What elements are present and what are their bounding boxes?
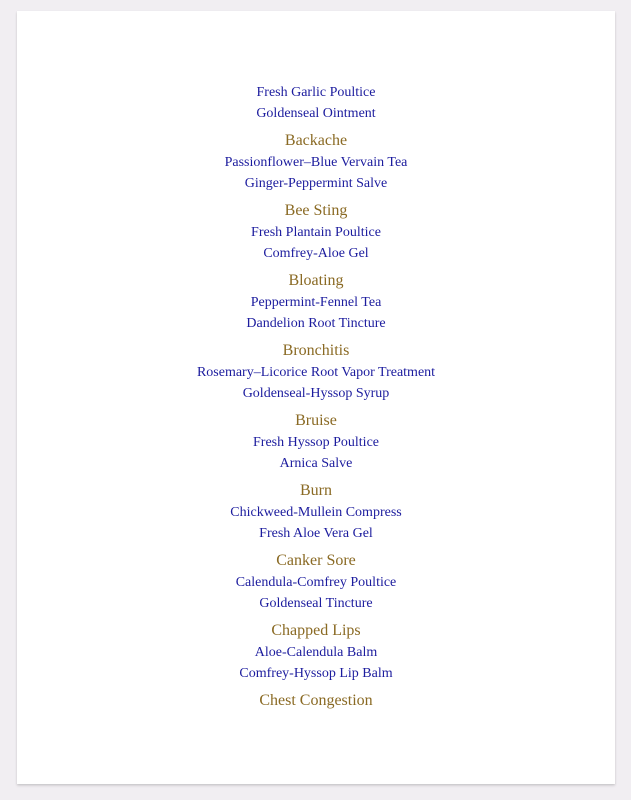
remedy-link[interactable]: Ginger-Peppermint Salve (244, 176, 388, 191)
remedy-link[interactable]: Fresh Plantain Poultice (251, 225, 381, 240)
leading-remedies (17, 82, 615, 124)
remedy-link[interactable]: Aloe-Calendula Balm (254, 645, 378, 660)
remedy-link[interactable]: Peppermint-Fennel Tea (250, 295, 382, 310)
remedy-link[interactable]: Fresh Garlic Poultice (256, 85, 376, 100)
section-bronchitis (17, 340, 615, 404)
remedy-link[interactable]: Goldenseal Ointment (256, 106, 376, 121)
remedy-link[interactable]: Rosemary–Licorice Root Vapor Treatment (196, 365, 436, 380)
ailment-heading: Canker Sore (276, 552, 356, 569)
ailment-heading: Chest Congestion (259, 692, 373, 709)
ailment-heading: Burn (300, 482, 332, 499)
ailment-heading: Bloating (288, 272, 344, 289)
section-backache (17, 130, 615, 194)
remedy-link[interactable]: Goldenseal Tincture (259, 596, 373, 611)
section-bloating (17, 270, 615, 334)
remedy-link[interactable]: Comfrey-Aloe Gel (263, 246, 369, 261)
ailment-heading: Backache (284, 132, 348, 149)
ailment-heading: Chapped Lips (271, 622, 361, 639)
remedy-link[interactable]: Goldenseal-Hyssop Syrup (242, 386, 390, 401)
remedy-link[interactable]: Calendula-Comfrey Poultice (235, 575, 397, 590)
remedy-link[interactable]: Comfrey-Hyssop Lip Balm (239, 666, 393, 681)
ailment-heading: Bruise (295, 412, 337, 429)
section-bee-sting (17, 200, 615, 264)
remedy-link[interactable]: Chickweed-Mullein Compress (230, 505, 402, 520)
section-burn (17, 480, 615, 544)
remedy-link[interactable]: Arnica Salve (279, 456, 353, 471)
remedy-link[interactable]: Passionflower–Blue Vervain Tea (224, 155, 408, 170)
remedy-link[interactable]: Fresh Hyssop Poultice (253, 435, 379, 450)
remedy-index (17, 82, 615, 712)
section-chest-congestion (17, 690, 615, 711)
remedy-link[interactable]: Fresh Aloe Vera Gel (259, 526, 373, 541)
section-canker-sore (17, 550, 615, 614)
section-bruise (17, 410, 615, 474)
section-chapped-lips (17, 620, 615, 684)
remedy-link[interactable]: Dandelion Root Tincture (246, 316, 386, 331)
document-page (17, 11, 615, 784)
ailment-heading: Bronchitis (282, 342, 350, 359)
ailment-heading: Bee Sting (284, 202, 348, 219)
